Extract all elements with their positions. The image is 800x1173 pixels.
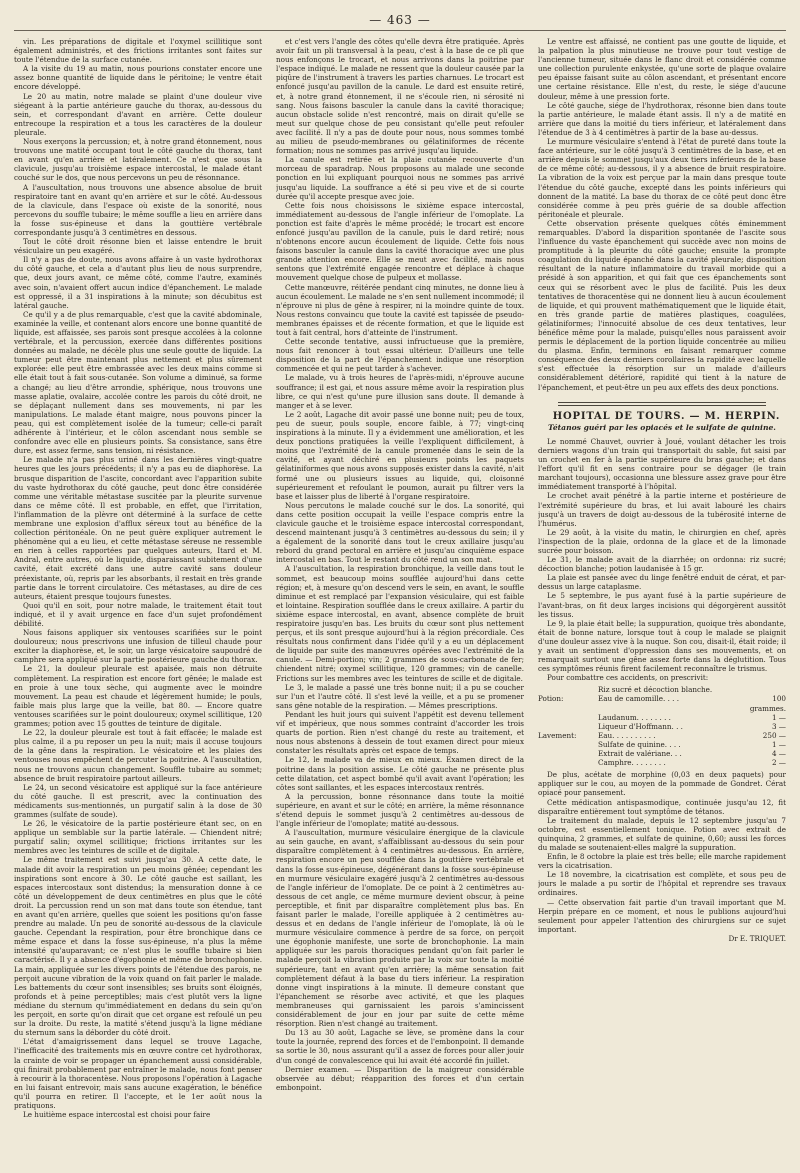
prescription-row xyxy=(538,740,786,749)
paragraph: Pendant les huit jours qui suivent l'appétit est devenu tellement vif et impérieux, que nous sommes contraint d'accorder les trois quarts de portion. Rien n'est changé du reste au traitement, et nous nous abstenons à dessein de tout examen direct pour mieux constater les résultats après cet espace de temps. xyxy=(276,709,524,756)
paragraph: Le 2 août, Lagache dit avoir passé une bonne nuit; peu de toux, peu de sueur, pouls souple, encore faible, à 77; vingt-cinq inspirations à la minute. Il y a évidemment une amélioration, et les deux ponctions pratiquées la veille l'expliquent difficilement, à moins que l'extrémité de la canule promenée dans le sein de la cavité, et ayant déchiré en plusieurs points les paquets gélatiniformes que nous avons supposés exister dans la cavité, n'ait formé une ou plusieurs issues au liquide, qui, cloisonné supérieurement et refoulant le poumon, aurait pu filtrer vers la base et laisser plus de liberté à l'organe respiratoire. xyxy=(276,409,524,501)
prescription-label xyxy=(538,713,598,722)
prescription-row xyxy=(538,758,786,767)
prescription-label xyxy=(538,749,598,758)
paragraph: Cette médication antispasmodique, continuée jusqu'au 12, fit disparaître entièrement tout symptôme de tétanos. xyxy=(538,797,786,816)
paragraph: Dernier examen. — Disparition de la maigreur considérable observée au début; réapparition des forces et d'un certain embonpoint. xyxy=(276,1064,524,1092)
paragraph: Le 12, le malade va de mieux en mieux. Examen direct de la poitrine dans la position assise. Le côté gauche ne présente plus cette dilatation, cet aspect bombé qu'il avait avant l'opération; les côtes sont saillantes, et les espaces intercostaux rentrés. xyxy=(276,755,524,792)
paragraph: Le même traitement est suivi jusqu'au 30. A cette date, le malade dit avoir la respiration un peu moins gênée; cependant les inspirations sont encore à 30. Le côté gauche est saillant, les espaces intercostaux sont distendus; la mensuration donne à ce côté un développement de deux centimètres en plus que le côté droit. La percussion rend un son mat dans toute son étendue, tant en avant qu'en arrière, quelles que soient les positions qu'on fasse prendre au malade. Un peu de sonorité au-dessous de la clavicule gauche. Cependant la respiration, pour être bronchique dans ce même espace et dans la fosse sus-épineuse, n'a plus la même intensité qu'auparavant; ce n'est plus le souffle tubaire si bien caractérisé. Il y a absence d'égophonie et même de bronchophonie. La main, appliquée sur les divers points de l'étendue des parois, ne perçoit aucune vibration de la voix quand on fait parler le malade. Les battements du cœur sont insensibles; ses bruits sont éloignés, profonds et à peine perceptibles; mais c'est plutôt vers la ligne médiane du sternum qu'immédiatement en dedans du sein qu'on les perçoit, en sorte qu'on dirait que cet organe est refoulé un peu sur la droite. Du reste, la matité s'étend jusqu'à la ligne médiane du sternum sans la déborder du côté droit. xyxy=(14,855,262,1038)
paragraph: Le 20 au matin, notre malade se plaint d'une douleur vive siégeant à la partie antérieure gauche du thorax, au-dessous du sein, et correspondant d'avant en arrière. Cette douleur entrecoupe la respiration et a tous les caractères de la douleur pleurale. xyxy=(14,91,262,137)
prescription-row xyxy=(538,694,786,712)
case-report xyxy=(538,437,786,683)
paragraph: Le 24, un second vésicatoire est appliqué sur la face antérieure du côté gauche. Il est prescrit, avec la continuation des médicaments sus-mentionnés, un purgatif salin à la dose de 30 grammes (sulfate de soude). xyxy=(14,782,262,819)
prescription-row xyxy=(538,713,786,722)
page-number: — 463 — xyxy=(369,13,431,27)
paragraph: Le malade, vu à trois heures de l'après-midi, n'éprouve aucune souffrance; il est gai, et nous assure même avoir la respiration plus libre, ce qui n'est qu'une pure illusion sans doute. Il demande à manger et à se lever. xyxy=(276,373,524,410)
prescription-name: Laudanum. . . . . . . . xyxy=(598,712,671,722)
paragraph: A l'auscultation, murmure vésiculaire énergique de la clavicule au sein gauche, en avant, s'affaiblissant au-dessous du sein pour disparaître complètement à 4 centimètres au-dessous. En arrière, respiration encore un peu soufflée dans la gouttière vertébrale et dans la fosse sus-épineuse, dégénérant dans la fosse sous-épineuse en murmure vésiculaire exagéré jusqu'à 2 centimètres au-dessous de l'angle inférieur de l'omoplate. De ce point à 2 centimètres au-dessous de cet angle, ce même murmure devient obscur, à peine perceptible, et finit par disparaître complètement plus bas. En faisant parler le malade, l'oreille appliquée à 2 centimètres au-dessus et en dedans de l'angle inférieur de l'omoplate, là où le murmure vésiculaire commence à perdre de sa force, on perçoit une égophonie manifeste, une sorte de bronchophonie. La main appliquée sur les parois thoraciques pendant qu'on fait parler le malade perçoit la vibration produite par la voix sur toute la moitié supérieure, tant en avant qu'en arrière; la même sensation fait complètement défaut à la base du tiers inférieur. La respiration donne vingt inspirations à la minute. Il demeure constant que l'épanchement se résorbe avec activité, et que les plaques membraneuses qui garnissaient les parois s'amincissent considérablement de jour en jour par suite de cette même résorption. Rien n'est changé au traitement. xyxy=(276,828,524,1029)
paragraph: Le ventre est affaissé, ne contient pas une goutte de liquide, et la palpation la plus minutieuse ne trouve pour tout vestige de l'ancienne tumeur, située dans le flanc droit et considérée comme une collection purulente enkystée, qu'une sorte de plaque ovalaire peu épaisse faisant suite au côlon ascendant, et présentant encore une certaine résistance. Elle n'est, du reste, le siége d'aucune douleur, même à une pression forte. xyxy=(538,37,786,101)
paragraph: Cette fois nous choisissons le sixième espace intercostal, immédiatement au-dessous de l'angle inférieur de l'omoplate. La ponction est faite d'après le même procédé; le trocart est encore enfoncé jusqu'au pavillon de la canule, puis le dard retiré; nous n'obtenons encore aucun écoulement de liquide. Cette fois nous faisons basculer la canule dans la cavité thoracique avec une plus grande attention encore. Elle se meut avec facilité, mais nous sentons que l'extrémité engagée rencontre et déplace à chaque mouvement quelque chose de pulpeux et mollasse. xyxy=(276,200,524,283)
prescription-row xyxy=(538,722,786,731)
paragraph: Tout le côté droit résonne bien et laisse entendre le bruit vésiculaire un peu exagéré. xyxy=(14,237,262,256)
paragraph: Cette observation présente quelques côtés éminemment remarquables. D'abord la disparition spontanée de l'ascite sous l'influence du vaste épanchement qui succède avec non moins de promptitude à la pleurite du côté gauche; ensuite la prompte coagulation du liquide épanché dans la cavité pleurale; disposition résultant de la nature inflammatoire du travail morbide qui a présidé à son apparition, et qui fait que ces épanchements sont ceux qui se résorbent avec le plus de facilité. Puis les deux tentatives de thoracentèse qui ne donnent lieu à aucun écoulement de liquide, et qui prouvent mathématiquement que le liquide était, en très grande partie de matières plastiques, coagulées, gélatiniformes; l'innocuité absolue de ces deux tentatives, leur bénéfice même pour la malade, puisqu'elles nous paraissent avoir permis le déplacement de la portion liquide concentrée au milieu du plasma. Enfin, terminons en faisant remarquer comme conséquence des deux derniers corollaires la rapidité avec laquelle s'est effectuée la résorption sur un malade d'ailleurs considérablement détérioré, rapidité qui tient à la nature de l'épanchement, et peut-être un peu aux effets des deux ponctions. xyxy=(538,218,786,392)
paragraph: A la percussion, bonne résonnance dans toute la moitié supérieure, en avant et sur le côté; en arrière, la même résonnance s'étend depuis le sommet jusqu'à 2 centimètres au-dessous de l'angle inférieur de l'omoplate; matité au-dessous. xyxy=(276,791,524,829)
paragraph: Le 9, la plaie était belle; la suppuration, quoique très abondante, était de bonne nature, lorsque tout à coup le malade se plaignit d'une douleur assez vive à la nuque. Son cou, disait-il, était roide; il y avait un sentiment d'oppression dans ses mouvements, et on remarquait surtout une gêne assez forte dans la déglutition. Tous ces symptômes réunis firent facilement reconnaître le trismus. xyxy=(538,618,786,674)
prescription-name: Extrait de valériane. . . xyxy=(598,749,682,759)
paragraph: Le nommé Chauvet, ouvrier à Joué, voulant détacher les trois derniers wagons d'un train qui transportait du sable, fut saisi par un crochet en fer à la partie supérieure du bras gauche; et dans l'effort qu'il fit en sens contraire pour se dégager (le train marchant toujours), occasionna une blessure assez grave pour être immédiatement transporté à l'hôpital. xyxy=(538,436,786,492)
column-left xyxy=(14,37,262,1165)
paragraph: A l'auscultation, la respiration bronchique, la veille dans tout le sommet, est beaucoup moins soufflée aujourd'hui dans cette région; et, à mesure qu'on descend vers le sein, en avant, le souffle diminue et est remplacé par l'expansion vésiculaire, qui est faible et lointaine. Respiration soufflée dans le creux axillaire. A partir du sixième espace intercostal, en avant, absence complète de bruit respiratoire jusqu'en bas. Les bruits du cœur sont plus nettement perçus, et ils sont presque aujourd'hui à la région précordiale. Ces résultats nous confirment dans l'idée qu'il y a eu un déplacement de liquide par suite des manœuvres opérées avec l'extrémité de la canule. — Demi-portion; vin; 2 grammes de sous-carbonate de fer; chiendent nitré; oxymel scillitique, 120 grammes; vin de canelle. Frictions sur les membres avec les teintures de scille et de digitale. xyxy=(276,564,524,683)
paragraph: Cette seconde tentative, aussi infructueuse que la première, nous fait renoncer à tout essai ultérieur. D'ailleurs une telle disposition de la part de l'épanchement indique une résorption commencée et qui ne peut tarder à s'achever. xyxy=(276,337,524,374)
case-report-end xyxy=(538,770,786,934)
section-title: HOPITAL DE TOURS. — M. HERPIN. xyxy=(552,410,781,422)
paragraph: et c'est vers l'angle des côtes qu'elle devra être pratiquée. Après avoir fait un pli transversal à la peau, c'est à la base de ce pli que nous enfonçons le trocart, et nous arrivons dans la poitrine par l'espace indiqué. Le malade ne ressent que la douleur causée par la piqûre de l'instrument à travers les parties charnues. Le trocart est enfoncé jusqu'au pavillon de la canule. Le dard est ensuite retiré, et, à notre grand étonnement, il ne s'écoule rien, ni sérosité ni sang. Nous faisons basculer la canule dans la cavité thoracique; aucun obstacle solide n'est rencontré, mais on dirait qu'elle se meut sur quelque chose de peu consistant qu'elle peut refouler avec facilité. Il n'y a pas de doute pour nous, nous sommes tombé au milieu de pseudo-membranes ou gélatiniformes de récente formation; nous ne sommes pas arrivé jusqu'au liquide. xyxy=(276,37,524,156)
paragraph: Nous exerçons la percussion; et, à notre grand étonnement, nous trouvons une matité occupant tout le côté gauche du thorax, tant en avant qu'en arrière et latéralement. Ce n'est que sous la clavicule, jusqu'au troisième espace intercostal, le malade étant couché sur le dos, que nous percevons un peu de résonnance. xyxy=(14,137,262,183)
paragraph: Le côté gauche, siége de l'hydrothorax, résonne bien dans toute la partie antérieure, le malade étant assis. Il n'y a de matité en arrière que dans la moitié du tiers inférieur, et latéralement dans l'étendue de 3 à 4 centimètres à partir de la base au-dessus. xyxy=(538,100,786,137)
prescription-name: Eau de camomille. . . . xyxy=(598,694,679,704)
prescription-row xyxy=(538,749,786,758)
column-right xyxy=(538,37,786,1165)
paragraph: Enfin, le 8 octobre la plaie est très belle; elle marche rapidement vers la cicatrisation. xyxy=(538,852,786,871)
paragraph: Du 13 au 30 août, Lagache se lève, se promène dans la cour toute la journée, reprend des forces et de l'embonpoint. Il demande sa sortie le 30, nous assurant qu'il a assez de forces pour aller jouir d'un congé de convalescence qui lui avait été accordé fin juillet. xyxy=(276,1028,524,1065)
paragraph: vin. Les préparations de digitale et l'oxymel scillitique sont également administrés, et des frictions irritantes sont faites sur toute l'étendue de la surface cutanée. xyxy=(14,37,262,65)
prescription-table xyxy=(538,685,786,767)
paragraph: A la visite du 19 au matin, nous pourions constater encore une assez bonne quantité de liquide dans le péritoine; le ventre était encore développé. xyxy=(14,64,262,92)
prescription-name: Sulfate de quinine. . . . xyxy=(598,739,681,749)
prescription-qty: 4 — xyxy=(771,749,786,759)
prescription-row xyxy=(538,685,786,694)
paragraph: La plaie est pansée avec du linge fenêtré enduit de cérat, et par-dessus un large cataplasme. xyxy=(538,573,786,592)
paragraph: Le malade n'a pas plus uriné dans les dernières vingt-quatre heures que les jours précédents; il n'y a pas eu de diaphorèse. La brusque disparition de l'ascite, concordant avec l'apparition subite du vaste hydrothorax du côté gauche, peut donc être considérée comme une véritable métastase suscitée par la pleurite survenue dans ce même côté. Il est probable, en effet, que l'irritation, l'inflammation de la plèvre ont déterminé à la surface de cette membrane une explosion d'afflux séreux tout au bénéfice de la collection péritonéale. On ne peut guère expliquer autrement le phénomène qui a eu lieu, et cette métastase séreuse ne ressemble en rien à celles rapportées par quelques auteurs, Itard et M. Andral, entre autres, où le liquide, disparaissant subitement d'une cavité, était excrété dans une autre cavité sans douleur préexistante, où, repris par les absorbants, il restait en très grande partie dans le torrent circulatoire. Ces métastases, au dire de ces auteurs, étaient presque toujours funestes. xyxy=(14,455,262,601)
prescription-label xyxy=(538,685,598,694)
paragraph: Le crochet avait pénétré à la partie interne et postérieure de l'extrémité supérieure du bras, et lui avait labouré les chairs jusqu'à un travers de doigt au-dessous de la tubérosité interne de l'humérus. xyxy=(538,491,786,528)
paragraph: La canule est retirée et la plaie cutanée recouverte d'un morceau de sparadrap. Nous proposons au malade une seconde ponction en lui expliquant pourquoi nous ne sommes pas arrivé jusqu'au liquide. La souffrance a été si peu vive et de si courte durée qu'il accepte presque avec joie. xyxy=(276,155,524,201)
prescription-name: Camphre. . . . . . . . xyxy=(598,758,666,768)
section-subtitle: Tétanos guéri par les opiacés et le sulfate de quinine. xyxy=(548,422,776,432)
paragraph: Le 22, la douleur pleurale est tout à fait effacée; le malade est plus calme, il a pu reposer un peu la nuit; mais il accuse toujours de la gêne dans la respiration. Le vésicatoire et les plaies des ventouses nous empêchent de percuter la poitrine. A l'auscultation, nous ne trouvons aucun changement. Souffle tubaire au sommet; absence de bruit respiratoire partout ailleurs. xyxy=(14,728,262,783)
paragraph: Le 3, le malade a passé une très bonne nuit; il a pu se coucher sur l'un et l'autre côté. Il s'est levé la veille, et a pu se promener sans gêne notable de la respiration. — Mêmes prescriptions. xyxy=(276,682,524,710)
section-divider xyxy=(558,402,766,406)
observation-conclusion xyxy=(538,37,786,392)
paragraph: Le 5 septembre, le pus ayant fusé à la partie supérieure de l'avant-bras, on fit deux larges incisions qui dégorgèrent aussitôt les tissus. xyxy=(538,591,786,619)
prescription-label xyxy=(538,722,598,731)
paragraph: Le 31, le malade avait de la diarrhée; on ordonna: riz sucré; décoction blanche; potion laudanisée à 15 gr. xyxy=(538,555,786,574)
author-signature: Dr E. TRIQUET. xyxy=(728,933,786,943)
prescription-qty: 3 — xyxy=(771,721,786,731)
prescription-qty: 1 — xyxy=(771,739,786,749)
paragraph: Le 29 août, à la visite du matin, le chirurgien en chef, après l'inspection de la plaie, ordonna de la glace et de la limonade sucrée pour boisson. xyxy=(538,527,786,555)
paragraph: Nous percutons le malade couché sur le dos. La sonorité, qui dans cette position occupait la veille l'espace compris entre la clavicule gauche et le troisième espace intercostal correspondant, descend maintenant jusqu'à 3 centimètres au-dessous du sein; il y a également de la sonorité dans tout le creux axillaire jusqu'au rebord du grand pectoral en arrière et jusqu'au cinquième espace intercostal en bas. Tout le restant du côté rend un son mat. xyxy=(276,500,524,565)
prescription-qty: 100 grammes. xyxy=(749,694,786,713)
paragraph: Ce qu'il y a de plus remarquable, c'est que la cavité abdominale, examinée la veille, et contenant alors encore une bonne quantité de liquide, est affaissée, ses parois sont presque accolées à la colonne vertébrale, et la percussion, exercée dans différentes positions données au malade, ne décèle plus une seule goutte de liquide. La tumeur peut être maintenant plus nettement et plus sûrement explorée: elle peut être embrassée avec les deux mains comme si elle était tout à fait sous-cutanée. Son volume a diminué, sa forme a changé; au lieu d'être arrondie, sphérique, nous trouvons une masse aplatie, ovalaire, accolée contre les parois du côté droit, ne se déplaçant nullement dans ses mouvements, ni par les manipulations. Le malade étant maigre, nous pouvons pincer la peau, qui est complètement isolée de la tumeur; celle-ci paraît adhérente à l'intérieur, et le côlon ascendant nous semble se confondre avec elle en plusieurs points. Sa consistance, sans être dure, est assez ferme, sans tension, ni résistance. xyxy=(14,309,262,456)
paragraph: Il n'y a pas de doute, nous avons affaire à un vaste hydrothorax du côté gauche, et cela a d'autant plus lieu de nous surprendre, que, deux jours avant, ce même côté, comme l'autre, examinés avec soin, n'avaient offert aucun indice d'épanchement. Le malade est oppressé, il a 31 inspirations à la minute; son décubitus est latéral gauche. xyxy=(14,255,262,310)
paragraph: Le traitement du malade, depuis le 12 septembre jusqu'au 7 octobre, est essentiellement tonique. Potion avec extrait de quinquina, 2 grammes, et sulfate de quinine, 0,60; aussi les forces du malade se soutenaient-elles malgré la suppuration. xyxy=(538,815,786,852)
prescription-qty: 2 — xyxy=(771,758,786,768)
prescription-label: Potion: xyxy=(538,694,564,704)
prescription-name: Liqueur d'Hoffmann. . . xyxy=(598,721,683,731)
paragraph: — Cette observation fait partie d'un travail important que M. Herpin prépare en ce moment, et nous le publions aujourd'hui seulement pour appeler l'attention des chirurgiens sur ce sujet important. xyxy=(538,897,786,934)
paragraph: Cette manœuvre, réitérée pendant cinq minutes, ne donne lieu à aucun écoulement. Le malade ne s'en sent nullement incommodé; il n'éprouve ni plus de gêne à respirer, ni la moindre quinte de toux. Nous restons convaincu que toute la cavité est tapissée de pseudo-membranes épaisses et de récente formation, et que le liquide est tout à fait central, hors d'atteinte de l'instrument. xyxy=(276,282,524,337)
paragraph: Le 21, la douleur pleurale est apaisée, mais non détruite complètement. La respiration est encore fort gênée; le malade est en proie à une toux sèche, qui augmente avec le moindre mouvement. La peau est chaude et légèrement humide; le pouls, faible mais plus large que la veille, bat 80. — Encore quatre ventouses scarifiées sur le point douloureux; oxymel scillitique, 120 grammes; potion avec 15 gouttes de teinture de digitale. xyxy=(14,664,262,729)
paragraph: De plus, acétate de morphine (0,03 en deux paquets) pour appliquer sur le cou, au moyen de la pommade de Gondret. Cérat opiacé pour pansement. xyxy=(538,770,786,798)
prescription-label xyxy=(538,740,598,749)
paragraph: L'état d'amaigrissement dans lequel se trouve Lagache, l'inefficacité des traitements mis en œuvre contre cet hydrothorax, la crainte de voir se propager un épanchement aussi considérable, qui finirait probablement par entraîner le malade, nous font penser à recourir à la thoracentèse. Nous proposons l'opération à Lagache en lui faisant entrevoir, mais sans aucune exagération, le bénéfice qu'il pourra en retirer. Il l'accepte, et le 1er août nous la pratiquons. xyxy=(14,1037,262,1110)
prescription-row xyxy=(538,731,786,740)
prescription-qty xyxy=(736,685,786,694)
paragraph: Le murmure vésiculaire s'entend à l'état de pureté dans toute la face antérieure, sur le côté jusqu'à 3 centimètres de la base, et en arrière depuis le sommet jusqu'aux deux tiers inférieurs de la base de ce même côté; au-dessous, il y a absence de bruit respiratoire. La vibration de la voix est perçue par la main dans presque toute l'étendue du côté gauche, excepté dans les points inférieurs qui donnent de la matité. La base du thorax de ce côté peut donc être considérée comme à peu près guérie de sa double affection péritonéale et pleurale. xyxy=(538,137,786,219)
paragraph: Le 18 novembre, la cicatrisation est complète, et sous peu de jours le malade a pu sortir de l'hôpital et reprendre ses travaux ordinaires. xyxy=(538,870,786,898)
header-rule xyxy=(14,30,786,31)
prescription-qty: 1 — xyxy=(771,712,786,722)
column-middle xyxy=(276,37,524,1165)
paragraph: Le 26, le vésicatoire de la partie postérieure étant sec, on en applique un semblable sur la partie latérale. — Chiendent nitré; purgatif salin; oxymel scillitique; frictions irritantes sur les membres avec les teintures de scille et de digitale. xyxy=(14,819,262,856)
paragraph: Quoi qu'il en soit, pour notre malade, le traitement était tout indiqué, et il y avait urgence en face d'un sujet profondément débilité. xyxy=(14,600,262,628)
paragraph: Le huitième espace intercostal est choisi pour faire xyxy=(23,1110,211,1120)
prescription-label: Lavement: xyxy=(538,730,577,740)
prescription-name: Riz sucré et décoction blanche. xyxy=(598,685,713,695)
paragraph: A l'auscultation, nous trouvons une absence absolue de bruit respiratoire tant en avant qu'en arrière et sur le côté. Au-dessous de la clavicule, dans l'espace où existe de la sonorité, nous percevons du souffle tubaire; le même souffle a lieu en arrière dans la fosse sus-épineuse et dans la gouttière vertébrale correspondante jusqu'à 3 centimètres en dessous. xyxy=(14,182,262,237)
paragraph: Nous faisons appliquer six ventouses scarifiées sur le point douloureux; nous prescrivons une infusion de tilleul chaude pour exciter la diaphorèse, et, le soir, un large vésicatoire saupoudré de camphre sera appliqué sur la partie postérieure gauche du thorax. xyxy=(14,628,262,665)
prescription-label xyxy=(538,758,598,767)
prescription-name: Eau. . . . . . . . . . xyxy=(598,730,656,740)
paragraph: Pour combattre ces accidents, on prescrivit: xyxy=(547,673,709,683)
prescription-qty: 250 — xyxy=(762,730,786,740)
